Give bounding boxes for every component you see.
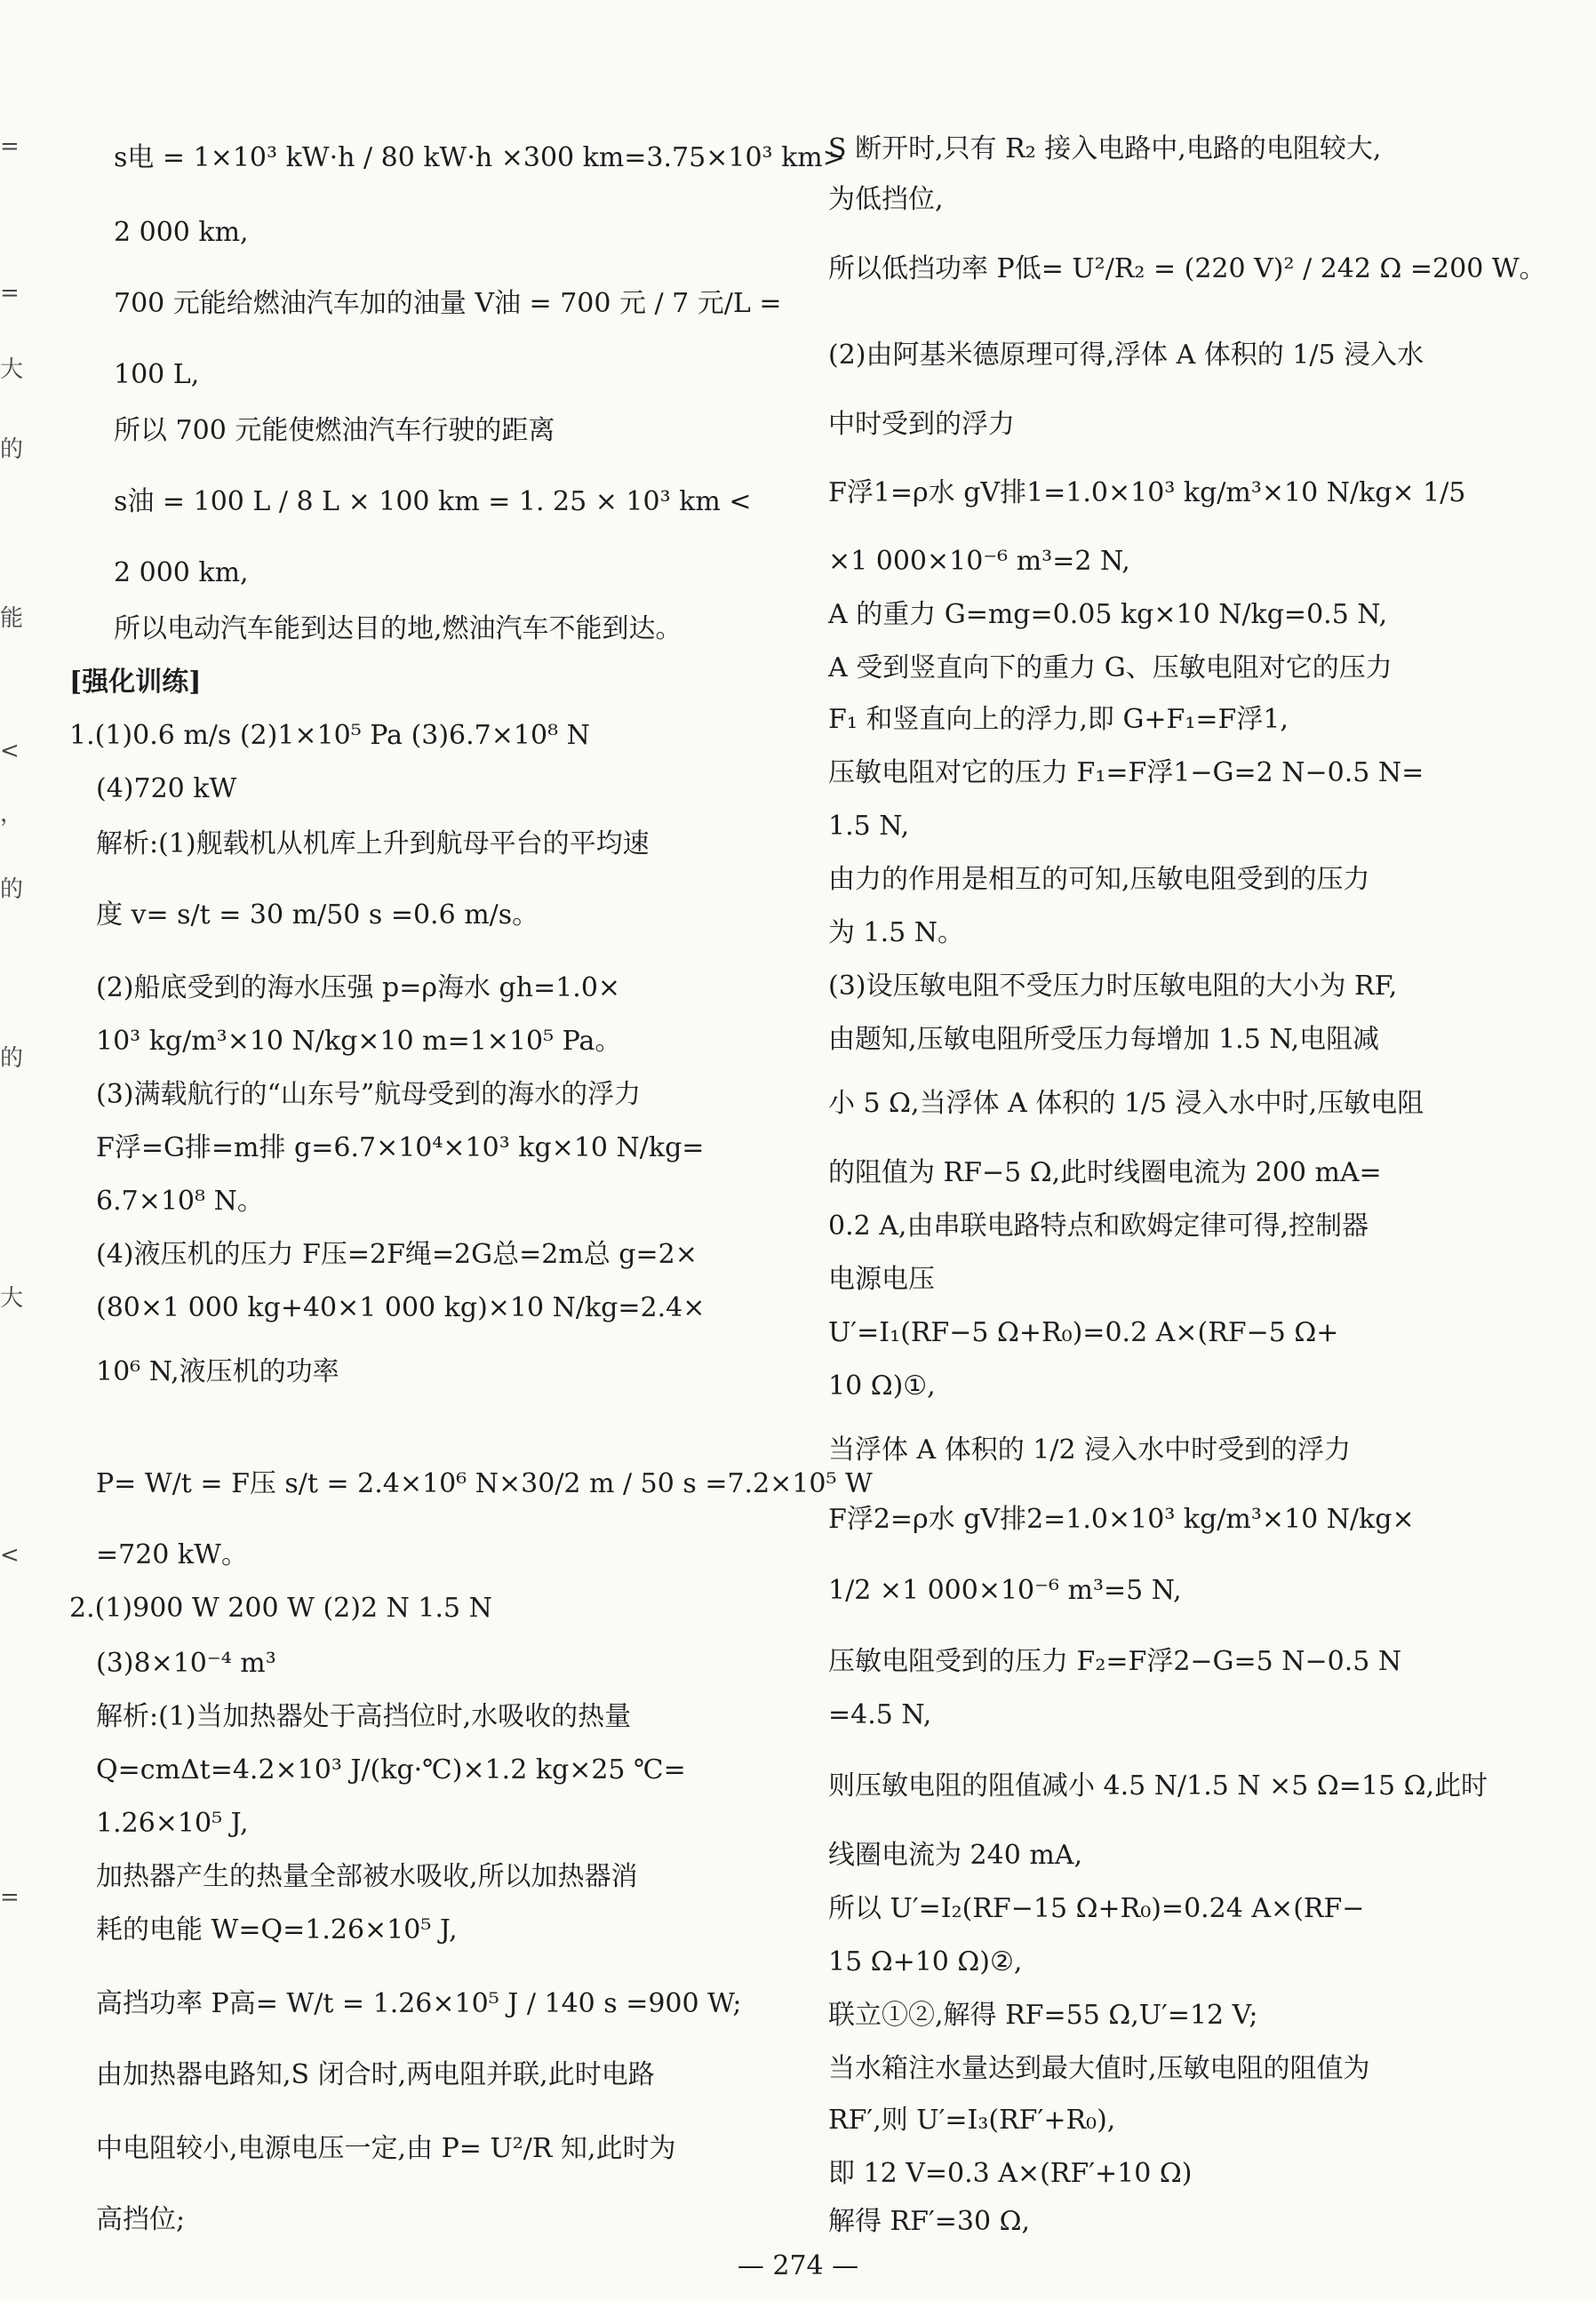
text-line: 100 L, [114, 359, 200, 390]
text-line: 由加热器电路知,S 闭合时,两电阻并联,此时电路 [96, 2059, 655, 2090]
text-line: 2 000 km, [114, 217, 249, 248]
text-line: 为低挡位, [828, 184, 944, 215]
text-line: RF′,则 U′=I₃(RF′+R₀), [828, 2105, 1116, 2136]
edge-char: = [0, 280, 20, 307]
edge-char: 能 [0, 605, 24, 632]
text-line: 由力的作用是相互的可知,压敏电阻受到的压力 [828, 864, 1370, 895]
text-line: 解得 RF′=30 Ω, [828, 2206, 1031, 2237]
text-line: 加热器产生的热量全部被水吸收,所以加热器消 [96, 1861, 638, 1892]
text-line: (3)满载航行的“山东号”航母受到的海水的浮力 [96, 1079, 642, 1110]
edge-char: 的 [0, 876, 24, 903]
text-line: (3)8×10⁻⁴ m³ [96, 1648, 276, 1679]
text-line: 高挡功率 P高= W/t = 1.26×10⁵ J / 140 s =900 W; [96, 1988, 742, 2019]
text-line: F浮1=ρ水 gV排1=1.0×10³ kg/m³×10 N/kg× 1/5 [828, 477, 1466, 508]
text-line: 压敏电阻受到的压力 F₂=F浮2−G=5 N−0.5 N [828, 1646, 1402, 1677]
text-line: 1.26×10⁵ J, [96, 1808, 249, 1839]
text-line: s电 = 1×10³ kW·h / 80 kW·h ×300 km=3.75×10³ km> [114, 142, 845, 173]
text-line: 10³ kg/m³×10 N/kg×10 m=1×10⁵ Pa。 [96, 1026, 622, 1057]
text-line: 所以 U′=I₂(RF−15 Ω+R₀)=0.24 A×(RF− [828, 1893, 1365, 1924]
text-line: 2 000 km, [114, 557, 249, 588]
text-line: U′=I₁(RF−5 Ω+R₀)=0.2 A×(RF−5 Ω+ [828, 1317, 1339, 1348]
text-line: 700 元能给燃油汽车加的油量 V油 = 700 元 / 7 元/L = [114, 288, 782, 319]
text-line: 解析:(1)当加热器处于高挡位时,水吸收的热量 [96, 1701, 632, 1732]
text-line: 6.7×10⁸ N。 [96, 1186, 264, 1217]
text-line: 所以低挡功率 P低= U²/R₂ = (220 V)² / 242 Ω =200 W。 [828, 253, 1546, 284]
text-line: 所以 700 元能使燃油汽车行驶的距离 [114, 415, 555, 446]
text-line: 1.5 N, [828, 811, 910, 842]
text-line: 中电阻较小,电源电压一定,由 P= U²/R 知,此时为 [96, 2133, 676, 2164]
text-line: 解析:(1)舰载机从机库上升到航母平台的平均速 [96, 828, 650, 859]
text-line: 当浮体 A 体积的 1/2 浸入水中时受到的浮力 [828, 1434, 1352, 1466]
edge-char: 的 [0, 1045, 24, 1072]
text-line: 当水箱注水量达到最大值时,压敏电阻的阻值为 [828, 2053, 1370, 2084]
text-line: Q=cmΔt=4.2×10³ J/(kg·℃)×1.2 kg×25 ℃= [96, 1754, 686, 1786]
text-line: S 断开时,只有 R₂ 接入电路中,电路的电阻较大, [828, 133, 1382, 164]
edge-char: 的 [0, 436, 24, 463]
left-edge-fragments [0, 0, 36, 2301]
edge-char: < [0, 738, 20, 764]
text-line: (3)设压敏电阻不受压力时压敏电阻的大小为 RF, [828, 971, 1398, 1002]
text-line: (2)船底受到的海水压强 p=ρ海水 gh=1.0× [96, 972, 621, 1003]
text-line: 联立①②,解得 RF=55 Ω,U′=12 V; [828, 2000, 1258, 2031]
edge-char: ， [0, 801, 24, 827]
text-line: A 的重力 G=mg=0.05 kg×10 N/kg=0.5 N, [828, 599, 1388, 630]
text-line: =4.5 N, [828, 1699, 932, 1730]
text-line: =720 kW。 [96, 1539, 248, 1570]
text-line: s油 = 100 L / 8 L × 100 km = 1. 25 × 10³ km < [114, 486, 752, 517]
text-line: 高挡位; [96, 2204, 186, 2235]
text-line: P= W/t = F压 s/t = 2.4×10⁶ N×30/2 m / 50 s =7.2×10⁵ W [96, 1468, 873, 1499]
text-line: (4)720 kW [96, 773, 237, 804]
text-line: 1/2 ×1 000×10⁻⁶ m³=5 N, [828, 1575, 1182, 1606]
edge-char: 大 [0, 1285, 24, 1312]
text-line: 10 Ω)①, [828, 1370, 936, 1402]
text-line: 1.(1)0.6 m/s (2)1×10⁵ Pa (3)6.7×10⁸ N [69, 720, 590, 751]
edge-char: = [0, 133, 20, 160]
text-line: 小 5 Ω,当浮体 A 体积的 1/5 浸入水中时,压敏电阻 [828, 1088, 1424, 1119]
text-line: F浮=G排=m排 g=6.7×10⁴×10³ kg×10 N/kg= [96, 1132, 705, 1163]
text-line: 由题知,压敏电阻所受压力每增加 1.5 N,电阻减 [828, 1024, 1380, 1055]
text-line: 则压敏电阻的阻值减小 4.5 N/1.5 N ×5 Ω=15 Ω,此时 [828, 1770, 1488, 1802]
text-line: 15 Ω+10 Ω)②, [828, 1946, 1023, 1977]
text-line: 耗的电能 W=Q=1.26×10⁵ J, [96, 1914, 458, 1945]
text-line: ×1 000×10⁻⁶ m³=2 N, [828, 546, 1130, 577]
text-line: 度 v= s/t = 30 m/50 s =0.6 m/s。 [96, 899, 539, 931]
text-line: 为 1.5 N。 [828, 917, 965, 948]
text-line: (80×1 000 kg+40×1 000 kg)×10 N/kg=2.4× [96, 1292, 706, 1323]
edge-char: 大 [0, 356, 24, 383]
text-line: 2.(1)900 W 200 W (2)2 N 1.5 N [69, 1593, 492, 1624]
text-line: 线圈电流为 240 mA, [828, 1840, 1082, 1871]
text-line: 的阻值为 RF−5 Ω,此时线圈电流为 200 mA= [828, 1157, 1382, 1188]
text-line: 中时受到的浮力 [828, 409, 1015, 440]
text-line: (2)由阿基米德原理可得,浮体 A 体积的 1/5 浸入水 [828, 340, 1424, 371]
text-line: 电源电压 [828, 1264, 935, 1295]
edge-char: = [0, 1884, 20, 1911]
edge-char: < [0, 1542, 20, 1569]
text-line: 即 12 V=0.3 A×(RF′+10 Ω) [828, 2158, 1193, 2189]
page-number: — 274 — [737, 2250, 859, 2281]
text-line: A 受到竖直向下的重力 G、压敏电阻对它的压力 [828, 652, 1393, 683]
text-line: F浮2=ρ水 gV排2=1.0×10³ kg/m³×10 N/kg× [828, 1504, 1415, 1535]
text-line: 10⁶ N,液压机的功率 [96, 1356, 339, 1387]
text-line: 压敏电阻对它的压力 F₁=F浮1−G=2 N−0.5 N= [828, 757, 1424, 788]
text-line: F₁ 和竖直向上的浮力,即 G+F₁=F浮1, [828, 704, 1289, 735]
text-line: (4)液压机的压力 F压=2F绳=2G总=2m总 g=2× [96, 1239, 698, 1270]
text-line: 0.2 A,由串联电路特点和欧姆定律可得,控制器 [828, 1210, 1369, 1242]
section-heading: [强化训练] [69, 667, 202, 698]
text-line: 所以电动汽车能到达目的地,燃油汽车不能到达。 [114, 613, 682, 644]
